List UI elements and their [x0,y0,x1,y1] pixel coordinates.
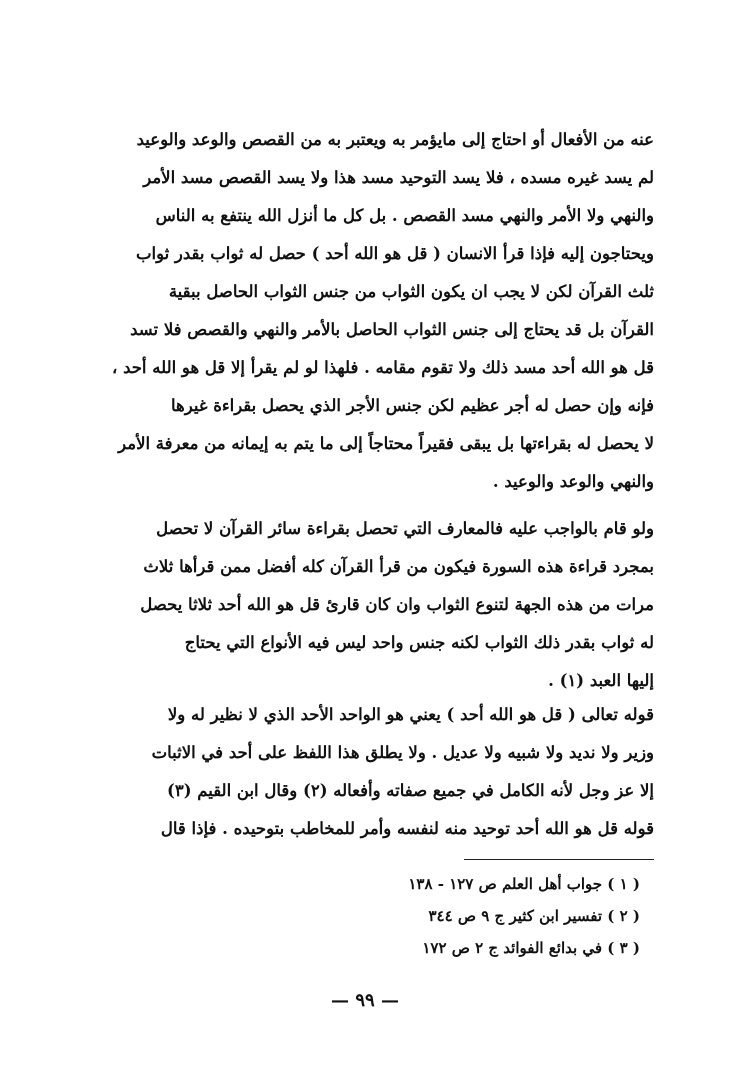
text-line: لم يسد غيره مسده ، فلا يسد التوحيد مسد هذا ولا يسد القصص مسد الأمر [143,168,654,187]
footnote-3: ( ٣ ) في بدائع الفوائد ج ٢ ص ١٧٢ [422,939,640,957]
text-line: ثلث القرآن لكن لا يجب ان يكون الثواب من جنس الثواب الحاصل ببقية [168,282,654,301]
text-line: قوله قل هو الله أحد توحيد منه لنفسه وأمر للمخاطب بتوحيده . فإذا قال [160,819,654,838]
text-line: لا يحصل له بقراءتها بل يبقى فقيراً محتاجاً إلى ما يتم به إيمانه من معرفة الأمر [118,434,654,453]
paragraph-3 [108,696,654,848]
text-line: والنهي والوعد والوعيد . [492,472,654,491]
text-line: بمجرد قراءة هذه السورة فيكون من قرأ القرآن كله أفضل ممن قرأها ثلاث [143,557,654,576]
footnotes-list [320,868,640,964]
footnote-1: ( ١ ) جواب أهل العلم ص ١٢٧ - ١٣٨ [408,875,640,893]
text-line: إليها العبد (١) . [548,671,654,690]
text-line: إلا عز وجل لأنه الكامل في جميع صفاته وأفعاله (٢) وقال ابن القيم (٣) [167,781,654,800]
footnote-divider [464,859,654,860]
text-line: له ثواب بقدر ذلك الثواب لكنه جنس واحد ليس فيه الأنواع التي يحتاج [184,633,654,652]
text-line: فإنه وإن حصل له أجر عظيم لكن جنس الأجر الذي يحصل بقراءة غيرها [171,396,654,415]
text-line: ولو قام بالواجب عليه فالمعارف التي تحصل بقراءة سائر القرآن لا تحصل [156,519,654,538]
footnote-2: ( ٢ ) تفسير ابن كثير ج ٩ ص ٣٤٤ [428,907,640,925]
paragraph-2 [108,510,654,700]
text-line: مرات من هذه الجهة لتنوع الثواب وان كان قارئ قل هو الله أحد ثلاثا يحصل [140,595,654,614]
text-line: عنه من الأفعال أو احتاج إلى مايؤمر به ويعتبر به من القصص والوعد والوعيد [136,130,654,149]
text-line: والنهي ولا الأمر والنهي مسد القصص . بل كل ما أنزل الله ينتفع به الناس [155,206,654,225]
page-number: — ٩٩ — [331,990,399,1011]
text-line: ويحتاجون إليه فإذا قرأ الانسان ( قل هو الله أحد ) حصل له ثواب بقدر ثواب [135,244,654,263]
text-line: القرآن بل قد يحتاج إلى جنس الثواب الحاصل بالأمر والنهي والقصص فلا تسد [130,320,654,339]
text-line: قل هو الله أحد مسد ذلك ولا تقوم مقامه . فلهذا لو لم يقرأ إلا قل هو الله أحد ، [112,358,654,377]
paragraph-1 [108,121,654,501]
text-line: قوله تعالى ( قل هو الله أحد ) يعني هو الواحد الأحد الذي لا نظير له ولا [167,705,654,724]
text-line: وزير ولا نديد ولا شبيه ولا عديل . ولا يطلق هذا اللفظ على أحد في الاثبات [151,743,654,762]
